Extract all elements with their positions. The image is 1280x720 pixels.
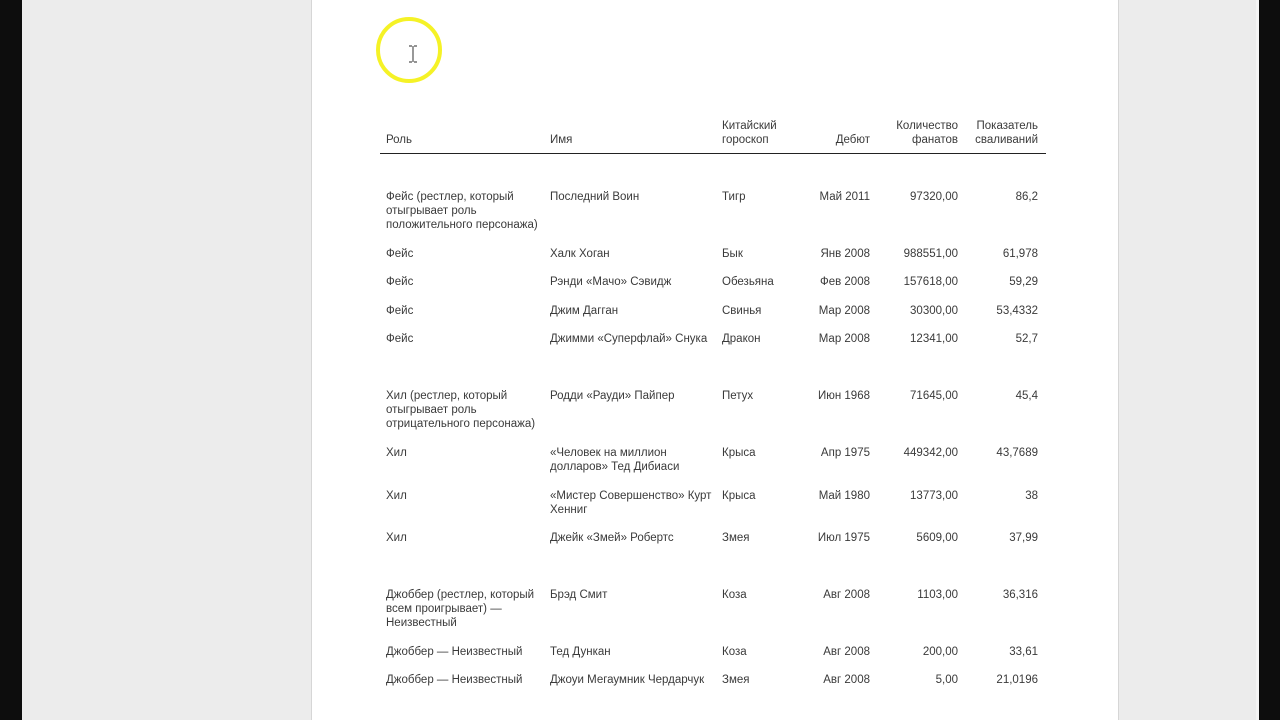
table-row <box>380 190 1038 233</box>
cell-debut: Май 2011 <box>819 191 870 203</box>
cell-role: Фейс <box>386 333 414 345</box>
cell-horoscope: Змея <box>722 532 750 544</box>
table-row <box>380 489 1038 517</box>
table-row <box>380 275 1038 289</box>
cell-rate: 21,0196 <box>996 674 1038 686</box>
cell-role: Хил (рестлер, который отыгрывает роль отрицательного персонажа) <box>386 390 536 431</box>
cell-rate: 59,29 <box>1009 276 1038 288</box>
cell-name: Тед Дункан <box>550 646 611 658</box>
cell-debut: Июл 1975 <box>817 532 870 544</box>
cell-debut: Авг 2008 <box>823 589 870 601</box>
cell-role: Фейс <box>386 276 414 288</box>
cell-name: Брэд Смит <box>550 589 608 601</box>
cell-fans: 5,00 <box>935 674 958 686</box>
cell-name: Джим Дагган <box>550 305 619 317</box>
cell-fans: 157618,00 <box>903 276 958 288</box>
cell-fans: 449342,00 <box>903 447 958 459</box>
cell-name: Родди «Рауди» Пайпер <box>550 390 675 402</box>
cell-fans: 5609,00 <box>916 532 958 544</box>
header-debut: Дебют <box>835 134 870 146</box>
cell-horoscope: Змея <box>722 674 750 686</box>
table-row <box>380 247 1038 261</box>
cell-horoscope: Бык <box>722 248 743 260</box>
cell-role: Джоббер — Неизвестный <box>386 646 523 658</box>
cell-name: Рэнди «Мачо» Сэвидж <box>550 276 672 288</box>
cell-debut: Авг 2008 <box>823 674 870 686</box>
cell-debut: Фев 2008 <box>819 276 870 288</box>
header-rate: Показатель сваливаний <box>975 120 1038 146</box>
cell-role: Хил <box>386 447 407 459</box>
cell-rate: 38 <box>1025 490 1038 502</box>
table-header <box>380 110 1046 154</box>
table-row <box>380 446 1038 474</box>
table-row <box>380 531 1038 545</box>
cell-rate: 52,7 <box>1015 333 1038 345</box>
table-row <box>380 389 1038 432</box>
cell-name: «Мистер Совершенство» Курт Хенниг <box>550 490 712 517</box>
header-fans: Количество фанатов <box>896 120 958 146</box>
header-horoscope: Китайский гороскоп <box>722 120 777 146</box>
cell-role: Джоббер — Неизвестный <box>386 674 523 686</box>
cell-rate: 86,2 <box>1015 191 1038 203</box>
cell-rate: 53,4332 <box>996 305 1038 317</box>
cell-horoscope: Обезьяна <box>722 276 774 288</box>
header-name: Имя <box>550 134 573 146</box>
cell-horoscope: Крыса <box>722 490 756 502</box>
cell-role: Фейс <box>386 305 414 317</box>
cell-horoscope: Тигр <box>722 191 746 203</box>
cell-horoscope: Свинья <box>722 305 762 317</box>
cell-name: Халк Хоган <box>550 248 610 260</box>
cell-horoscope: Петух <box>722 390 754 402</box>
cell-debut: Июн 1968 <box>817 390 870 402</box>
cell-rate: 45,4 <box>1015 390 1038 402</box>
right-screen-edge <box>1258 0 1280 720</box>
cell-role: Хил <box>386 532 407 544</box>
cell-role: Фейс (рестлер, который отыгрывает роль положительного персонажа) <box>386 191 538 232</box>
cell-rate: 33,61 <box>1009 646 1038 658</box>
cell-fans: 13773,00 <box>910 490 958 502</box>
cell-fans: 200,00 <box>922 646 958 658</box>
cell-horoscope: Крыса <box>722 447 756 459</box>
left-screen-edge <box>0 0 22 720</box>
table-row <box>380 673 1038 687</box>
cell-debut: Апр 1975 <box>820 447 870 459</box>
table-row <box>380 645 1038 659</box>
table-row <box>380 332 1038 346</box>
cell-fans: 12341,00 <box>910 333 958 345</box>
wrestlers-table <box>380 110 1046 686</box>
cell-role: Фейс <box>386 248 414 260</box>
cell-role: Джоббер (рестлер, который всем проигрывает) — Неизвестный <box>386 589 535 630</box>
cell-debut: Янв 2008 <box>820 248 870 260</box>
cell-fans: 988551,00 <box>903 248 958 260</box>
cell-rate: 61,978 <box>1002 248 1038 260</box>
cell-fans: 71645,00 <box>910 390 958 402</box>
cell-horoscope: Коза <box>722 646 747 658</box>
cell-rate: 36,316 <box>1002 589 1038 601</box>
cell-fans: 97320,00 <box>910 191 958 203</box>
cell-debut: Май 1980 <box>818 490 870 502</box>
cell-name: «Человек на миллион долларов» Тед Дибиаси <box>550 447 680 474</box>
cell-name: Джимми «Суперфлай» Снука <box>550 333 708 345</box>
cell-horoscope: Дракон <box>722 333 761 345</box>
table-row <box>380 304 1038 318</box>
scrollbar-track[interactable] <box>1256 0 1259 720</box>
header-role: Роль <box>386 134 413 146</box>
cell-debut: Мар 2008 <box>818 333 870 345</box>
cell-rate: 37,99 <box>1009 532 1038 544</box>
cell-fans: 1103,00 <box>917 589 958 601</box>
cell-horoscope: Коза <box>722 589 747 601</box>
cell-name: Последний Воин <box>550 191 640 203</box>
cell-debut: Авг 2008 <box>823 646 870 658</box>
cell-rate: 43,7689 <box>996 447 1038 459</box>
cell-debut: Мар 2008 <box>818 305 870 317</box>
text-cursor-icon <box>407 45 419 63</box>
cell-name: Джейк «Змей» Робертс <box>550 532 674 544</box>
table-row <box>380 588 1038 631</box>
cell-name: Джоуи Мегаумник Чердарчук <box>550 674 705 686</box>
cell-fans: 30300,00 <box>910 305 958 317</box>
cell-role: Хил <box>386 490 407 502</box>
